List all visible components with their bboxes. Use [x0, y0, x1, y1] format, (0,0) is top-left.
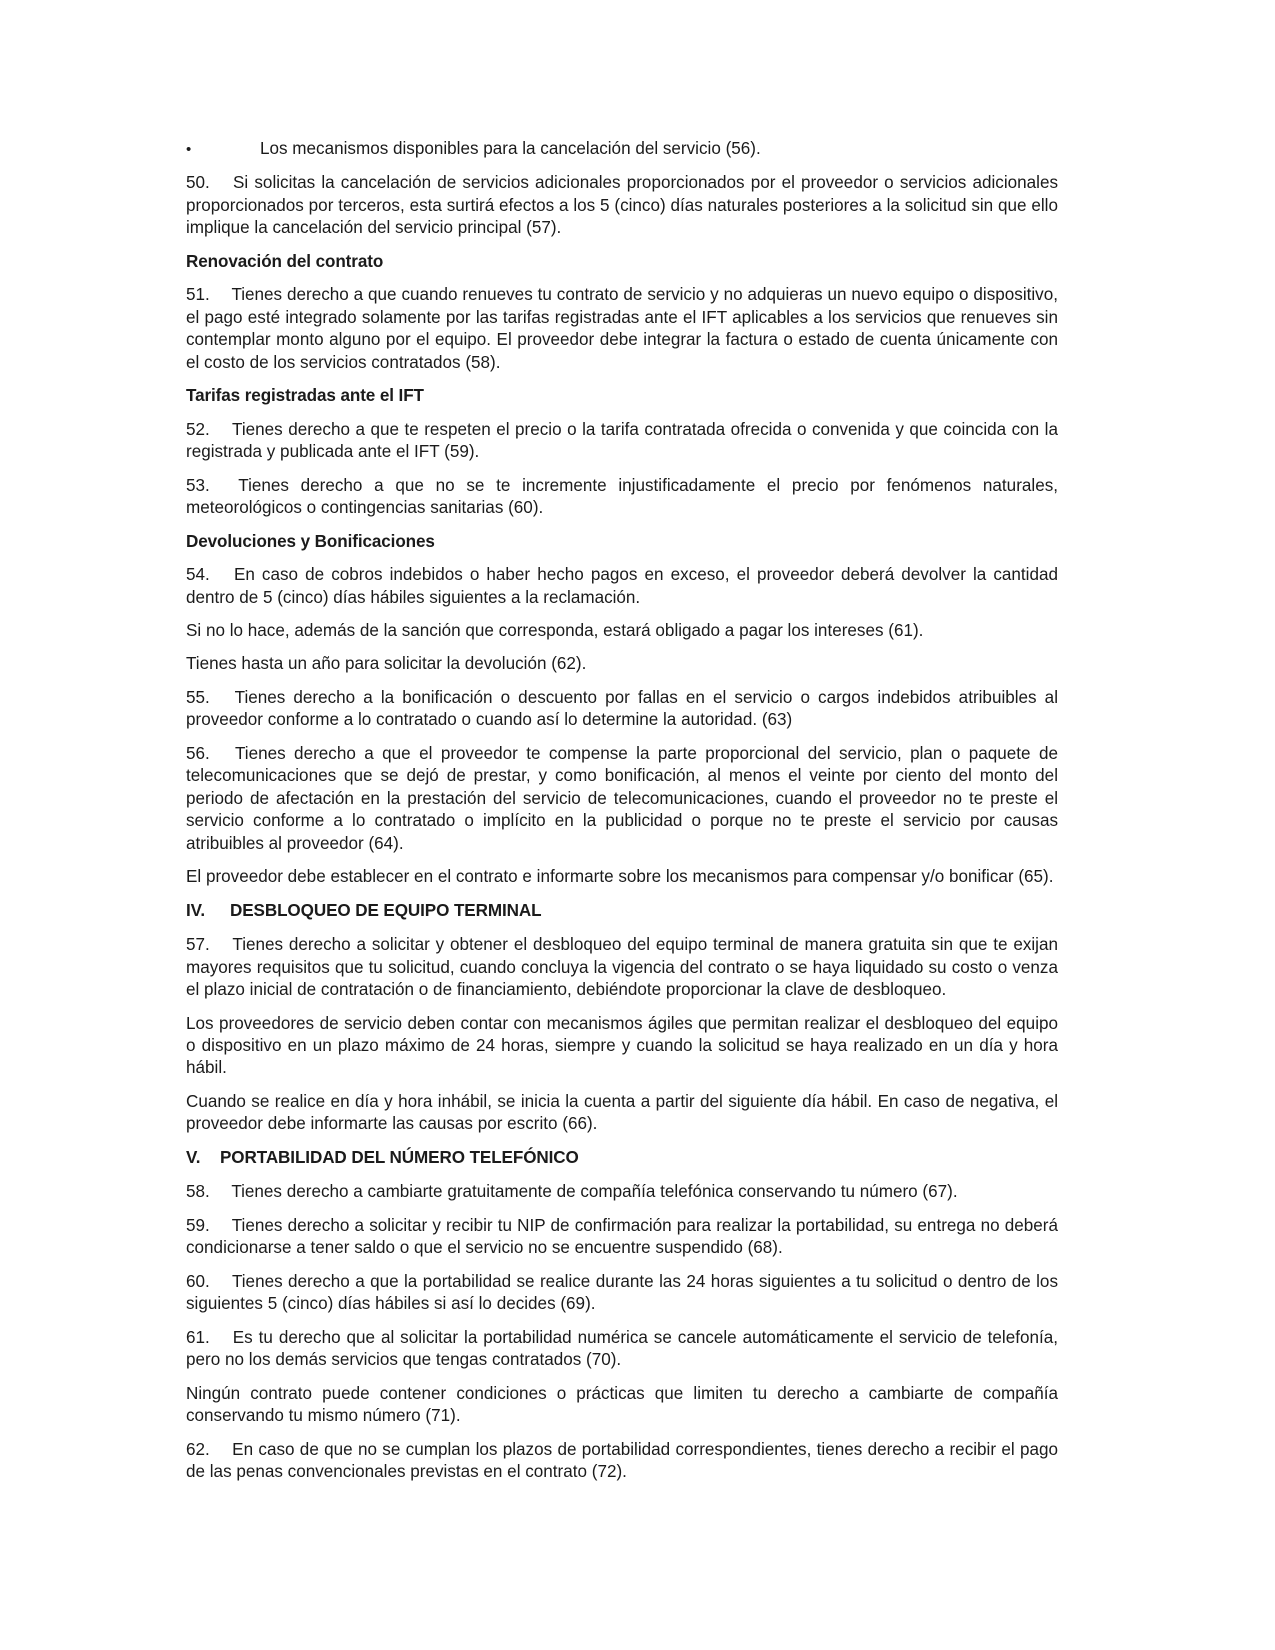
paragraph-number: 59.: [186, 1215, 210, 1235]
bullet-dot-icon: •: [186, 141, 192, 158]
section-subheading: Tarifas registradas ante el IFT: [186, 386, 424, 406]
numbered-paragraph: [186, 564, 1058, 609]
numbered-paragraph: [186, 1181, 1058, 1203]
paragraph-text: Tienes derecho a solicitar y recibir tu NIP de confirmación para realizar la portabilidad, su entrega no deberá condicionarse a tener saldo o que el servicio no se encuentre suspendido (68).: [186, 1215, 1058, 1258]
paragraph-text: Tienes derecho a cambiarte gratuitamente de compañía telefónica conservando tu número (67).: [231, 1182, 958, 1202]
numbered-paragraph: [186, 1215, 1058, 1260]
numbered-paragraph: [186, 743, 1058, 855]
bullet-list-item: [186, 138, 1058, 160]
numbered-paragraph: [186, 934, 1058, 1001]
paragraph-number: 54.: [186, 565, 210, 585]
paragraph-number: 50.: [186, 173, 210, 193]
paragraph-number: 61.: [186, 1327, 210, 1347]
paragraph-number: 52.: [186, 419, 210, 439]
numbered-paragraph: [186, 172, 1058, 239]
body-paragraph: Si no lo hace, además de la sanción que corresponda, estará obligado a pagar los intereses (61).: [186, 620, 924, 640]
paragraph-text: Tienes derecho a que te respeten el precio o la tarifa contratada ofrecida o convenida y que coincida con la registrada y publicada ante el IFT (59).: [186, 419, 1058, 462]
numbered-paragraph: [186, 284, 1058, 374]
paragraph-text: Tienes derecho a que la portabilidad se realice durante las 24 horas siguientes a tu solicitud o dentro de los siguientes 5 (cinco) días hábiles si así lo decides (69).: [186, 1271, 1058, 1314]
document-body: [186, 138, 1058, 1495]
paragraph-text: Tienes derecho a que el proveedor te compense la parte proporcional del servicio, plan o paquete de telecomunicaciones que se dejó de prestar, y como bonificación, al menos el veinte por ciento del monto del periodo de afectación en la prestación del servicio de telecomunicaciones, cuando el proveedor no te preste el servicio conforme a lo contratado o implícito en la publicidad o porque no te preste el servicio por causas atribuibles al proveedor (64).: [186, 743, 1058, 853]
paragraph-text: En caso de cobros indebidos o haber hecho pagos en exceso, el proveedor deberá devolver la cantidad dentro de 5 (cinco) días hábiles siguientes a la reclamación.: [186, 565, 1058, 607]
body-paragraph: Ningún contrato puede contener condiciones o prácticas que limiten tu derecho a cambiarte de compañía conservando tu mismo número (71).: [186, 1383, 1058, 1426]
section-subheading: Devoluciones y Bonificaciones: [186, 531, 435, 551]
numbered-paragraph: [186, 687, 1058, 732]
body-paragraph: Tienes hasta un año para solicitar la devolución (62).: [186, 654, 587, 674]
paragraph-text: Es tu derecho que al solicitar la portabilidad numérica se cancele automáticamente el servicio de telefonía, pero no los demás servicios que tengas contratados (70).: [186, 1327, 1058, 1370]
paragraph-text: Tienes derecho a que cuando renueves tu contrato de servicio y no adquieras un nuevo equipo o dispositivo, el pago esté integrado solamente por las tarifas registradas ante el IFT aplicables a los servicios que renueves sin contemplar monto alguno por el equipo. El proveedor debe integrar la factura o estado de cuenta únicamente con el costo de los servicios contratados (58).: [186, 285, 1058, 372]
numbered-paragraph: [186, 419, 1058, 464]
paragraph-text: En caso de que no se cumplan los plazos de portabilidad correspondientes, tienes derecho a recibir el pago de las penas convencionales previstas en el contrato (72).: [186, 1439, 1058, 1482]
section-subheading: Renovación del contrato: [186, 251, 384, 271]
section-roman-title: PORTABILIDAD DEL NÚMERO TELEFÓNICO: [220, 1147, 579, 1167]
body-paragraph: El proveedor debe establecer en el contrato e informarte sobre los mecanismos para compensar y/o bonificar (65).: [186, 867, 1054, 887]
paragraph-number: 60.: [186, 1271, 210, 1291]
section-roman-heading: [186, 1147, 1058, 1169]
paragraph-text: Si solicitas la cancelación de servicios adicionales proporcionados por el proveedor o servicios adicionales proporcionados por terceros, esta surtirá efectos a los 5 (cinco) días naturales posteriores a la solicitud sin que ello implique la cancelación del servicio principal (57).: [186, 173, 1059, 238]
paragraph-text: Tienes derecho a solicitar y obtener el desbloqueo del equipo terminal de manera gratuita sin que te exijan mayores requisitos que tu solicitud, cuando concluya la vigencia del contrato o se haya liquidado su costo o venza el plazo inicial de contratación o de financiamiento, debiéndote proporcionar la clave de desbloqueo.: [186, 935, 1058, 1000]
paragraph-number: 56.: [186, 743, 210, 763]
paragraph-number: 62.: [186, 1439, 210, 1459]
paragraph-text: Tienes derecho a la bonificación o descuento por fallas en el servicio o cargos indebidos atribuibles al proveedor conforme a lo contratado o cuando así lo determine la autoridad. (63): [186, 687, 1058, 730]
paragraph-number: 57.: [186, 935, 210, 955]
numbered-paragraph: [186, 1271, 1058, 1316]
paragraph-number: 51.: [186, 285, 210, 305]
paragraph-number: 58.: [186, 1182, 210, 1202]
section-roman-numeral: IV.: [186, 900, 206, 920]
body-paragraph: Los proveedores de servicio deben contar con mecanismos ágiles que permitan realizar el desbloqueo del equipo o dispositivo en un plazo máximo de 24 horas, siempre y cuando la solicitud se haya realizado en un día y hora hábil.: [186, 1013, 1058, 1078]
bullet-text: Los mecanismos disponibles para la cancelación del servicio (56).: [260, 139, 761, 158]
section-roman-numeral: V.: [186, 1147, 201, 1167]
numbered-paragraph: [186, 475, 1058, 520]
paragraph-text: Tienes derecho a que no se te incremente injustificadamente el precio por fenómenos naturales, meteorológicos o contingencias sanitarias (60).: [186, 475, 1058, 518]
numbered-paragraph: [186, 1327, 1058, 1372]
numbered-paragraph: [186, 1439, 1058, 1484]
section-roman-heading: [186, 900, 1058, 922]
paragraph-number: 55.: [186, 687, 210, 707]
section-roman-title: DESBLOQUEO DE EQUIPO TERMINAL: [230, 900, 542, 920]
body-paragraph: Cuando se realice en día y hora inhábil, se inicia la cuenta a partir del siguiente día hábil. En caso de negativa, el proveedor debe informarte las causas por escrito (66).: [186, 1091, 1058, 1134]
paragraph-number: 53.: [186, 475, 210, 495]
